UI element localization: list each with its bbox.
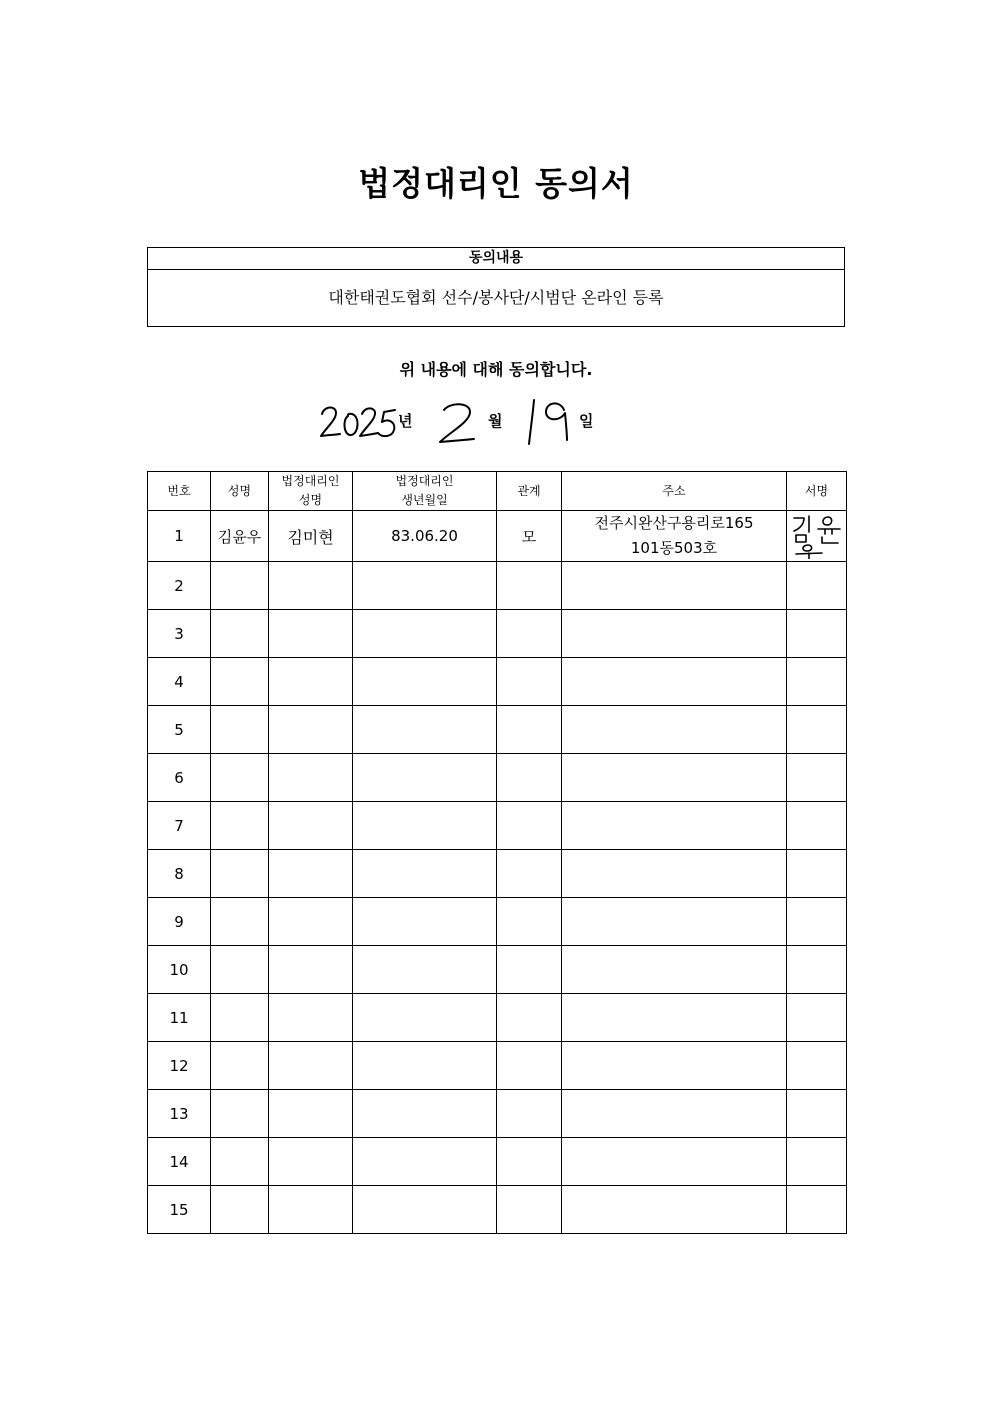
guardian-table (147, 471, 847, 1234)
row-number: 8 (148, 850, 211, 898)
relation (497, 994, 562, 1042)
row-number: 3 (148, 610, 211, 658)
table-row (148, 1042, 847, 1090)
address (562, 610, 787, 658)
student-name (211, 1042, 269, 1090)
signature-cell (787, 1090, 847, 1138)
student-name (211, 946, 269, 994)
guardian-name (269, 610, 353, 658)
guardian-name (269, 1138, 353, 1186)
handwritten-signature (790, 513, 844, 559)
table-row (148, 562, 847, 610)
student-name (211, 706, 269, 754)
relation (497, 1090, 562, 1138)
relation (497, 802, 562, 850)
address (562, 946, 787, 994)
guardian-name (269, 658, 353, 706)
table-row (148, 511, 847, 562)
header-guardian-name-line1: 법정대리인 (281, 474, 340, 488)
signature-cell (787, 610, 847, 658)
guardian-birth (353, 850, 497, 898)
signature-cell (787, 1186, 847, 1234)
address (562, 1186, 787, 1234)
student-name (211, 994, 269, 1042)
date-day (0, 0, 1, 1)
address (562, 1138, 787, 1186)
handwritten-day (520, 396, 576, 448)
address (562, 562, 787, 610)
address (562, 850, 787, 898)
header-guardian-name (269, 472, 353, 511)
relation (497, 754, 562, 802)
guardian-birth (353, 898, 497, 946)
header-relation-text: 관계 (517, 483, 541, 498)
relation (497, 1042, 562, 1090)
guardian-birth (353, 802, 497, 850)
signature-cell (787, 850, 847, 898)
guardian-birth (353, 658, 497, 706)
row-number: 4 (148, 658, 211, 706)
guardian-name (269, 946, 353, 994)
table-row (148, 706, 847, 754)
relation (497, 706, 562, 754)
header-name-text: 성명 (227, 483, 252, 498)
guardian-name (269, 706, 353, 754)
guardian-name (269, 802, 353, 850)
header-guardian-birth (353, 472, 497, 511)
guardian-name (269, 562, 353, 610)
address (562, 706, 787, 754)
relation (497, 610, 562, 658)
table-row (148, 1090, 847, 1138)
row-number: 15 (148, 1186, 211, 1234)
signature-cell (787, 511, 847, 562)
table-row (148, 802, 847, 850)
guardian-name (269, 1042, 353, 1090)
table-row (148, 898, 847, 946)
guardian-birth (353, 1090, 497, 1138)
relation (497, 658, 562, 706)
table-row (148, 754, 847, 802)
address (562, 1090, 787, 1138)
student-name (211, 658, 269, 706)
student-name (211, 1090, 269, 1138)
row-number: 1 (148, 511, 211, 562)
signature-cell (787, 946, 847, 994)
consent-box (147, 247, 845, 327)
guardian-birth (353, 1186, 497, 1234)
address (562, 658, 787, 706)
date-year (0, 0, 1, 1)
address (562, 754, 787, 802)
student-name (211, 898, 269, 946)
guardian-birth (353, 706, 497, 754)
signature-cell (787, 994, 847, 1042)
header-address (562, 472, 787, 511)
table-row (148, 610, 847, 658)
signature-cell (787, 658, 847, 706)
address (562, 1042, 787, 1090)
row-number: 9 (148, 898, 211, 946)
table-row (148, 994, 847, 1042)
student-name: 김윤우 (211, 511, 269, 562)
year-label: 년 (398, 412, 413, 430)
guardian-name (269, 1090, 353, 1138)
month-label: 월 (488, 412, 503, 430)
table-row (148, 946, 847, 994)
header-number-text: 번호 (167, 483, 191, 498)
address-line1: 전주시완산구용리로165 (594, 514, 754, 532)
header-guardian-birth-line1: 법정대리인 (395, 474, 454, 488)
student-name (211, 1138, 269, 1186)
relation (497, 1186, 562, 1234)
signature-cell (787, 898, 847, 946)
guardian-birth (353, 1138, 497, 1186)
consent-header: 동의내용 (148, 248, 844, 270)
guardian-name: 김미현 (269, 511, 353, 562)
date-month (0, 0, 1, 1)
guardian-name (269, 754, 353, 802)
day-label: 일 (579, 412, 594, 430)
signature-cell (787, 706, 847, 754)
table-row (148, 1186, 847, 1234)
signature-cell (787, 802, 847, 850)
student-name (211, 802, 269, 850)
guardian-birth (353, 754, 497, 802)
header-guardian-birth-line2: 생년월일 (401, 493, 448, 507)
relation (497, 562, 562, 610)
agreement-statement: 위 내용에 대해 동의합니다. (399, 360, 593, 379)
address (562, 802, 787, 850)
table-row (148, 850, 847, 898)
row-number: 13 (148, 1090, 211, 1138)
guardian-birth (353, 610, 497, 658)
row-number: 14 (148, 1138, 211, 1186)
signature-cell (787, 1138, 847, 1186)
student-name (211, 610, 269, 658)
relation (497, 850, 562, 898)
guardian-name (269, 850, 353, 898)
guardian-birth: 83.06.20 (353, 511, 497, 562)
header-relation (497, 472, 562, 511)
row-number: 12 (148, 1042, 211, 1090)
relation (497, 946, 562, 994)
header-signature (787, 472, 847, 511)
row-number: 5 (148, 706, 211, 754)
guardian-name (269, 1186, 353, 1234)
handwritten-year (318, 400, 400, 444)
address (562, 511, 787, 562)
row-number: 10 (148, 946, 211, 994)
row-number: 11 (148, 994, 211, 1042)
address (562, 898, 787, 946)
student-name (211, 754, 269, 802)
row-number: 7 (148, 802, 211, 850)
address (562, 994, 787, 1042)
guardian-birth (353, 562, 497, 610)
row-number: 2 (148, 562, 211, 610)
handwritten-month (436, 400, 480, 446)
relation (497, 898, 562, 946)
consent-content: 대한태권도협회 선수/봉사단/시범단 온라인 등록 (328, 288, 664, 307)
header-guardian-name-line2: 성명 (298, 493, 323, 507)
table-header-row (148, 472, 847, 511)
guardian-birth (353, 946, 497, 994)
document-title: 법정대리인 동의서 (358, 164, 634, 203)
row-number: 6 (148, 754, 211, 802)
guardian-birth (353, 1042, 497, 1090)
table-row (148, 658, 847, 706)
guardian-name (269, 898, 353, 946)
header-number (148, 472, 211, 511)
signature-cell (787, 562, 847, 610)
student-name (211, 850, 269, 898)
relation (497, 1138, 562, 1186)
header-name (211, 472, 269, 511)
student-name (211, 1186, 269, 1234)
address-line2: 101동503호 (630, 539, 718, 557)
table-row (148, 1138, 847, 1186)
signature-cell (787, 1042, 847, 1090)
relation: 모 (497, 511, 562, 562)
student-name (211, 562, 269, 610)
signature-cell (787, 754, 847, 802)
guardian-birth (353, 994, 497, 1042)
header-address-text: 주소 (662, 483, 686, 498)
header-signature-text: 서명 (804, 483, 829, 498)
guardian-name (269, 994, 353, 1042)
